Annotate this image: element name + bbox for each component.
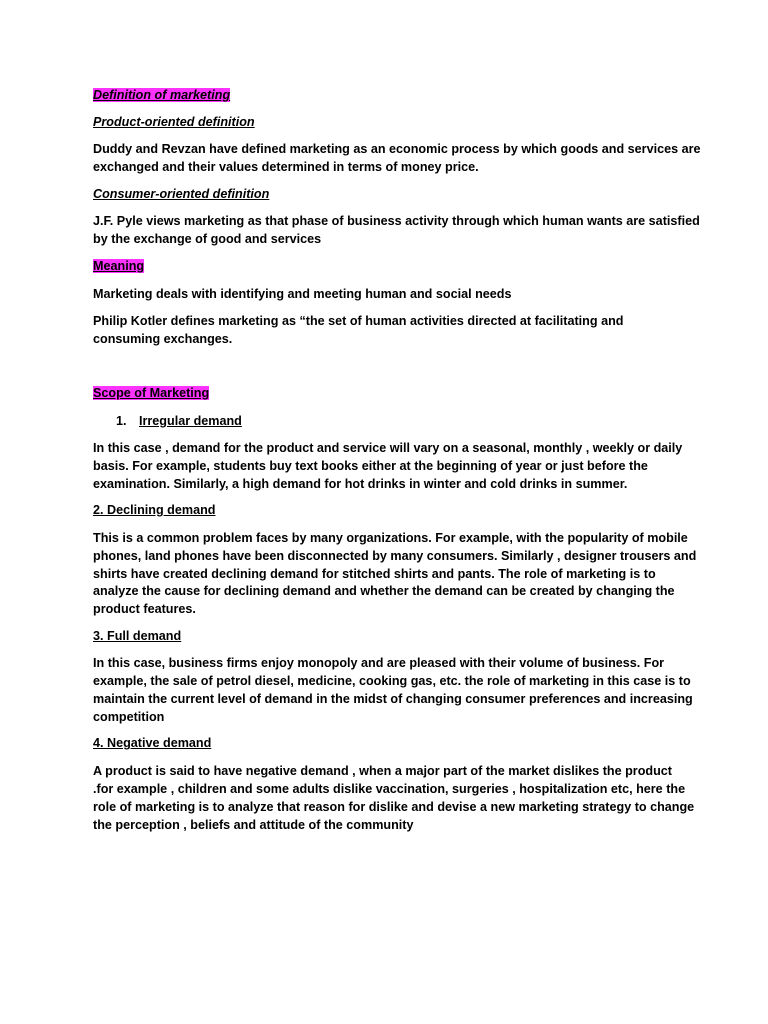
- paragraph-line: Philip Kotler defines marketing as “the set of human activities directed at facilitating and: [93, 314, 624, 328]
- paragraph-line: In this case , demand for the product and service will vary on a seasonal, monthly , weekly or daily: [93, 441, 683, 455]
- section-title: Irregular demand: [139, 414, 242, 428]
- paragraph-line: .for example , children and some adults dislike vaccination, surgeries , hospitalization etc, here the: [93, 782, 686, 796]
- meaning-heading: Meaning: [93, 259, 145, 273]
- section-heading: 3. Full demand: [93, 629, 182, 643]
- consumer-oriented-heading: Consumer-oriented definition: [93, 187, 270, 201]
- paragraph-line: role of marketing is to analyze that reason for dislike and devise a new marketing strategy to change: [93, 800, 695, 814]
- paragraph-line: In this case, business firms enjoy monopoly and are pleased with their volume of business. For: [93, 656, 665, 670]
- paragraph-line: A product is said to have negative demand , when a major part of the market dislikes the product: [93, 764, 672, 778]
- paragraph-line: consuming exchanges.: [93, 332, 233, 346]
- list-number: 1.: [116, 414, 127, 428]
- section-heading: 2. Declining demand: [93, 503, 216, 517]
- definition-heading: Definition of marketing: [93, 88, 231, 102]
- paragraph-line: example, the sale of petrol diesel, medicine, cooking gas, etc. the role of marketing in this case is to: [93, 674, 691, 688]
- paragraph-line: Duddy and Revzan have defined marketing as an economic process by which goods and services are: [93, 142, 701, 156]
- paragraph-line: by the exchange of good and services: [93, 232, 322, 246]
- paragraph-line: the perception , beliefs and attitude of the community: [93, 818, 414, 832]
- paragraph-line: examination. Similarly, a high demand for hot drinks in winter and cold drinks in summer.: [93, 477, 628, 491]
- paragraph-line: competition: [93, 710, 165, 724]
- paragraph-line: Marketing deals with identifying and meeting human and social needs: [93, 287, 512, 301]
- paragraph-line: shirts have created declining demand for stitched shirts and pants. The role of marketing is to: [93, 567, 656, 581]
- paragraph-line: J.F. Pyle views marketing as that phase of business activity through which human wants are satisfied: [93, 214, 700, 228]
- paragraph-line: maintain the current level of demand in the midst of changing consumer preferences and increasing: [93, 692, 693, 706]
- product-oriented-heading: Product-oriented definition: [93, 115, 255, 129]
- paragraph-line: product features.: [93, 602, 196, 616]
- paragraph-line: basis. For example, students buy text books either at the beginning of year or just before the: [93, 459, 648, 473]
- paragraph-line: exchanged and their values determined in terms of money price.: [93, 160, 479, 174]
- section-heading: [116, 413, 706, 431]
- scope-heading: Scope of Marketing: [93, 386, 210, 400]
- paragraph-line: This is a common problem faces by many organizations. For example, with the popularity of mobile: [93, 531, 688, 545]
- section-heading: 4. Negative demand: [93, 736, 212, 750]
- paragraph-line: analyze the cause for declining demand and whether the demand can be created by changing the: [93, 584, 675, 598]
- paragraph-line: phones, land phones have been disconnected by many consumers. Similarly , designer trousers and: [93, 549, 697, 563]
